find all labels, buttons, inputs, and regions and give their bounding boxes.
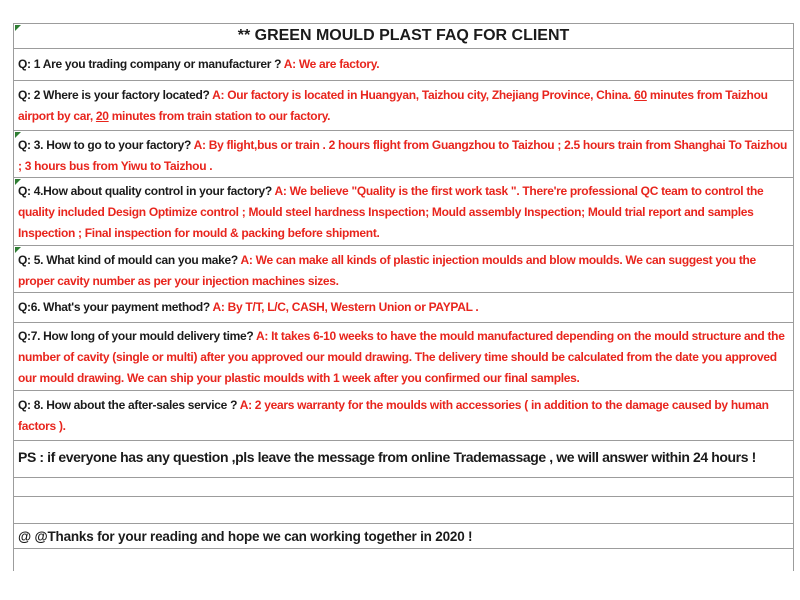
cell-flag-icon <box>15 179 21 185</box>
answer-6: A: By T/T, L/C, CASH, Western Union or PAYPAL . <box>212 300 479 314</box>
faq-row-2 <box>14 81 793 131</box>
cell-flag-icon <box>15 247 21 253</box>
question-1: Q: 1 Are you trading company or manufacturer ? <box>18 57 284 71</box>
thanks-row <box>14 524 793 549</box>
question-4: Q: 4.How about quality control in your factory? <box>18 184 275 198</box>
question-5: Q: 5. What kind of mould can you make? <box>18 253 241 267</box>
faq-row-3 <box>14 131 793 178</box>
answer-8: A: 2 years warranty for the moulds with accessories ( in addition to the damage caused by human factors ). <box>18 398 769 433</box>
faq-row-7 <box>14 323 793 391</box>
question-8: Q: 8. How about the after-sales service ? <box>18 398 240 412</box>
answer-5: A: We can make all kinds of plastic injection moulds and blow moulds. We can suggest you the proper cavity number as per your injection machines sizes. <box>18 253 756 288</box>
answer-2-part1: A: Our factory is located in Huangyan, Taizhou city, Zhejiang Province, China. <box>212 88 635 102</box>
faq-row-8 <box>14 391 793 441</box>
answer-2-part3: minutes from train station to our factory. <box>108 109 331 123</box>
faq-row-6 <box>14 293 793 323</box>
page-title: ** GREEN MOULD PLAST FAQ FOR CLIENT <box>237 27 570 44</box>
cell-flag-icon <box>15 132 21 138</box>
faq-row-1 <box>14 49 793 81</box>
answer-3: A: By flight,bus or train . 2 hours flight from Guangzhou to Taizhou ; 2.5 hours train from Shanghai To Taizhou ; 3 hours bus from Yiwu to Taizhou . <box>18 138 788 173</box>
question-6: Q:6. What's your payment method? <box>18 300 213 314</box>
question-3: Q: 3. How to go to your factory? <box>18 138 194 152</box>
title-row <box>14 24 793 49</box>
answer-2-underlined-60: 60 <box>634 88 647 102</box>
answer-4: A: We believe "Quality is the first work task ". There're professional QC team to control the quality included Design Optimize control ; Mould steel hardness Inspection; Mould assembly Inspection; Mould trial report and samples Inspection ; Final inspection for mould & packing before shipment. <box>18 184 764 240</box>
faq-table <box>13 23 794 571</box>
cell-flag-icon <box>15 25 21 31</box>
empty-row <box>14 549 793 571</box>
empty-row <box>14 497 793 524</box>
question-2: Q: 2 Where is your factory located? <box>18 88 213 102</box>
answer-2-underlined-20: 20 <box>95 109 109 123</box>
question-7: Q:7. How long of your mould delivery time? <box>18 329 257 343</box>
ps-note-row <box>14 441 793 478</box>
faq-row-5 <box>14 246 793 293</box>
thanks-note: @ @Thanks for your reading and hope we can working together in 2020 ! <box>18 529 473 544</box>
empty-row <box>14 478 793 497</box>
faq-row-4 <box>14 178 793 246</box>
answer-1: A: We are factory. <box>283 57 380 71</box>
answer-2-part2: minutes from Taizhou airport by car, <box>18 88 768 123</box>
answer-7: A: It takes 6-10 weeks to have the mould manufactured depending on the mould structure and the number of cavity (single or multi) after you approved our mould drawing. The delivery time should be calculated from the date you approved our mould drawing. We can ship your plastic moulds with 1 week after you confirmed our final samples. <box>18 329 785 385</box>
ps-note: PS : if everyone has any question ,pls leave the message from online Trademassage , we will answer within 24 hours ! <box>18 449 756 465</box>
